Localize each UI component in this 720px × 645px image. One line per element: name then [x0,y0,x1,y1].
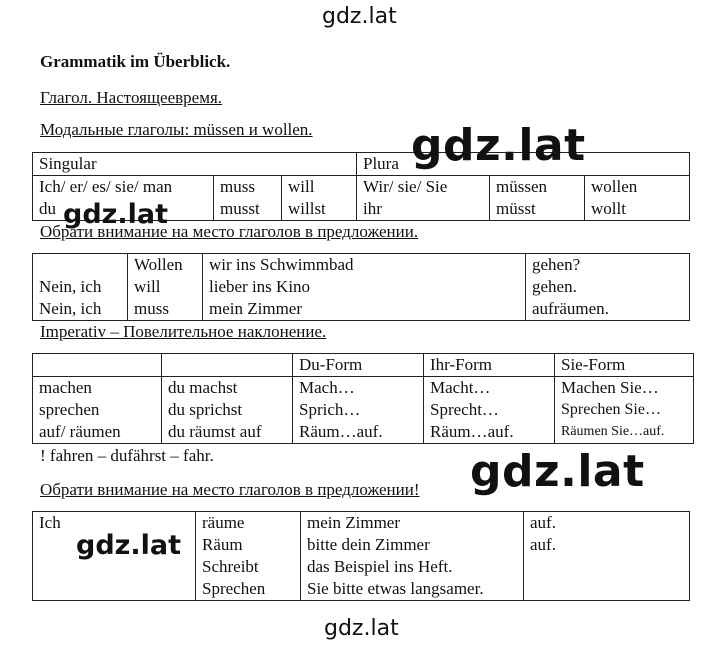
singular-header: Singular [33,153,357,176]
watermark-big-1: gdz.lat [411,120,586,171]
imperative-header-empty-2 [162,354,293,377]
sentence-table [32,253,690,321]
imperative-sie-form [555,377,694,444]
imperative-header-empty-1 [33,354,162,377]
imperative-sentence-particles: auf. auf. [524,512,690,601]
imperative-table [32,353,694,444]
muss-forms: muss musst [214,176,282,221]
plural-header: Plura [357,153,690,176]
header-ihr-form: Ihr-Form [424,354,555,377]
watermark-top: gdz.lat [322,4,397,29]
muessen-forms: müssen müsst [490,176,585,221]
sie-form-sprechen: Sprechen Sie… [561,401,661,418]
header-du-form: Du-Form [293,354,424,377]
sentence-verb-col: Wollen will muss [128,254,203,321]
plural-pronouns: Wir/ sie/ Sie ihr [357,176,490,221]
page-title: Grammatik im Überblick. [40,52,231,71]
sentence-middle-col: wir ins Schwimmbad lieber ins Kino mein Zimmer [203,254,526,321]
note-fahren: ! fahren – dufährst – fahr. [40,446,214,465]
heading-imperative: Imperativ – Повелительное наклонение. [40,322,327,341]
heading-modal-verbs: Модальные глаголы: müssen и wollen. [40,120,313,139]
watermark-big-2: gdz.lat [470,446,645,497]
sentence-subject-col: Nein, ich Nein, ich [33,254,128,321]
heading-verb-position-1: Обрати внимание на место глаголов в предложении. [40,222,419,241]
header-sie-form: Sie-Form [555,354,694,377]
will-forms: will willst [282,176,357,221]
imperative-sentence-subject: Ich [33,512,196,601]
imperative-sentence-objects: mein Zimmer bitte dein Zimmer das Beispiel ins Heft. Sie bitte etwas langsamer. [301,512,524,601]
singular-pronouns: Ich/ er/ es/ sie/ man du [33,176,214,221]
watermark-bottom: gdz.lat [324,616,399,641]
imperative-infinitives: machen sprechen auf/ räumen [33,377,162,444]
imperative-sentence-verbs: räume Räum Schreibt Sprechen [196,512,301,601]
imperative-du-form: Mach… Sprich… Räum…auf. [293,377,424,444]
imperative-ihr-form: Macht… Sprecht… Räum…auf. [424,377,555,444]
wollen-forms: wollen wollt [585,176,690,221]
sie-form-raeumen: Räumen Sie…auf. [561,424,665,439]
watermark-mid-2: gdz.lat [76,530,182,561]
watermark-mid-1: gdz.lat [63,199,169,230]
heading-verb-present: Глагол. Настоящеевремя. [40,88,223,107]
sie-form-machen: Machen Sie… [561,378,659,397]
heading-verb-position-2: Обрати внимание на место глаголов в предложении! [40,480,420,499]
sentence-end-col: gehen? gehen. aufräumen. [526,254,690,321]
imperative-du-present: du machst du sprichst du räumst auf [162,377,293,444]
